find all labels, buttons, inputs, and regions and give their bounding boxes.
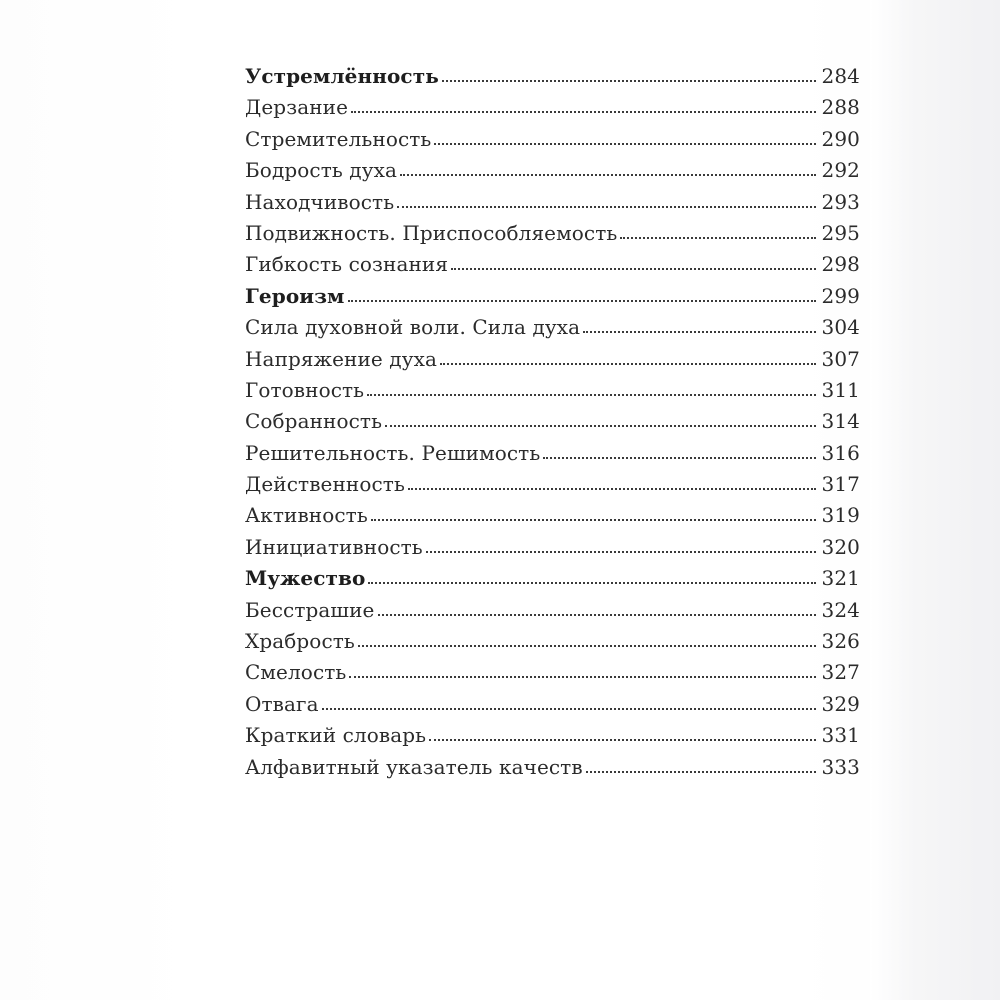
toc-entry-title: Гибкость сознания <box>245 252 449 277</box>
toc-leader-dots <box>408 488 816 490</box>
toc-entry-title: Подвижность. Приспособляемость <box>245 220 618 245</box>
toc-entry-title: Решительность. Решимость <box>245 440 541 465</box>
toc-leader-dots <box>371 519 816 521</box>
page-edge-shadow <box>870 0 1000 1000</box>
toc-entry <box>245 503 860 534</box>
toc-leader-dots <box>378 614 817 616</box>
toc-entry-title: Сила духовной воли. Сила духа <box>245 315 581 340</box>
toc-leader-dots <box>322 708 816 710</box>
toc-entry-page: 329 <box>821 691 860 716</box>
toc-entry-page: 331 <box>821 723 860 748</box>
toc-entry-title: Собранность <box>245 409 383 434</box>
toc-leader-dots <box>348 300 816 302</box>
toc-leader-dots <box>397 206 816 208</box>
toc-entry-page: 321 <box>821 566 860 591</box>
toc-entry-title: Напряжение духа <box>245 346 437 371</box>
toc-leader-dots <box>442 80 816 82</box>
toc-entry <box>245 723 860 754</box>
toc-entry <box>245 409 860 440</box>
toc-entry-page: 317 <box>821 472 860 497</box>
toc-entry-page: 333 <box>821 754 860 779</box>
toc-entry <box>245 95 860 126</box>
toc-entry-title: Смелость <box>245 660 347 685</box>
toc-entry-page: 311 <box>821 377 860 402</box>
toc-leader-dots <box>451 268 816 270</box>
toc-entry <box>245 252 860 283</box>
toc-entry <box>245 535 860 566</box>
toc-entry-page: 290 <box>821 126 860 151</box>
toc-entry-title: Инициативность <box>245 534 423 559</box>
toc-entry-page: 298 <box>821 252 860 277</box>
toc-leader-dots <box>440 363 816 365</box>
toc-entry <box>245 692 860 723</box>
toc-entry <box>245 127 860 158</box>
toc-entry-title: Краткий словарь <box>245 723 427 748</box>
toc-leader-dots <box>367 394 816 396</box>
toc-entry <box>245 472 860 503</box>
toc-leader-dots <box>543 457 816 459</box>
toc-entry-title: Отвага <box>245 691 319 716</box>
toc-entry <box>245 566 860 597</box>
toc-entry <box>245 190 860 221</box>
toc-entry-page: 304 <box>821 315 860 340</box>
toc-entry-title: Храбрость <box>245 629 355 654</box>
toc-entry-title: Мужество <box>245 566 366 591</box>
toc-entry-title: Дерзание <box>245 95 349 120</box>
toc-leader-dots <box>620 237 816 239</box>
toc-entry-page: 316 <box>821 440 860 465</box>
toc-entry-title: Героизм <box>245 283 345 308</box>
toc-entry <box>245 598 860 629</box>
toc-entry-page: 319 <box>821 503 860 528</box>
toc-entry-title: Стремительность <box>245 126 432 151</box>
toc-leader-dots <box>583 331 816 333</box>
toc-entry <box>245 221 860 252</box>
toc-entry-page: 324 <box>821 597 860 622</box>
toc-entry-page: 288 <box>821 95 860 120</box>
toc-entry <box>245 315 860 346</box>
toc-entry <box>245 629 860 660</box>
toc-entry-title: Бесстрашие <box>245 597 375 622</box>
toc-entry-title: Находчивость <box>245 189 395 214</box>
toc-entry-page: 307 <box>821 346 860 371</box>
toc-leader-dots <box>368 582 816 584</box>
toc-entry <box>245 158 860 189</box>
toc-leader-dots <box>358 645 816 647</box>
toc-entry-title: Готовность <box>245 377 365 402</box>
toc-leader-dots <box>426 551 816 553</box>
toc-entry-page: 320 <box>821 534 860 559</box>
toc-leader-dots <box>429 739 816 741</box>
toc-entry-page: 327 <box>821 660 860 685</box>
toc-leader-dots <box>400 174 816 176</box>
toc-entry <box>245 347 860 378</box>
toc-entry <box>245 64 860 95</box>
toc-entry-page: 314 <box>821 409 860 434</box>
toc-leader-dots <box>351 111 816 113</box>
toc-entry-page: 284 <box>821 64 860 88</box>
toc-leader-dots <box>385 425 816 427</box>
toc-entry-page: 293 <box>821 189 860 214</box>
toc-entry-page: 295 <box>821 220 860 245</box>
toc-entry <box>245 755 860 786</box>
toc-entry-title: Активность <box>245 503 368 528</box>
toc-entry-title: Устремлённость <box>245 64 439 88</box>
toc-entry-title: Действенность <box>245 472 405 497</box>
toc-entry-title: Бодрость духа <box>245 158 397 183</box>
toc-entry-title: Алфавитный указатель качеств <box>245 754 583 779</box>
toc-entry-page: 292 <box>821 158 860 183</box>
toc-leader-dots <box>586 771 816 773</box>
toc-entry <box>245 441 860 472</box>
toc-leader-dots <box>434 143 816 145</box>
toc-entry-page: 299 <box>821 283 860 308</box>
toc-entry <box>245 284 860 315</box>
toc-entry <box>245 378 860 409</box>
toc-entry <box>245 660 860 691</box>
toc-entry-page: 326 <box>821 629 860 654</box>
table-of-contents <box>245 64 860 786</box>
toc-leader-dots <box>349 676 816 678</box>
